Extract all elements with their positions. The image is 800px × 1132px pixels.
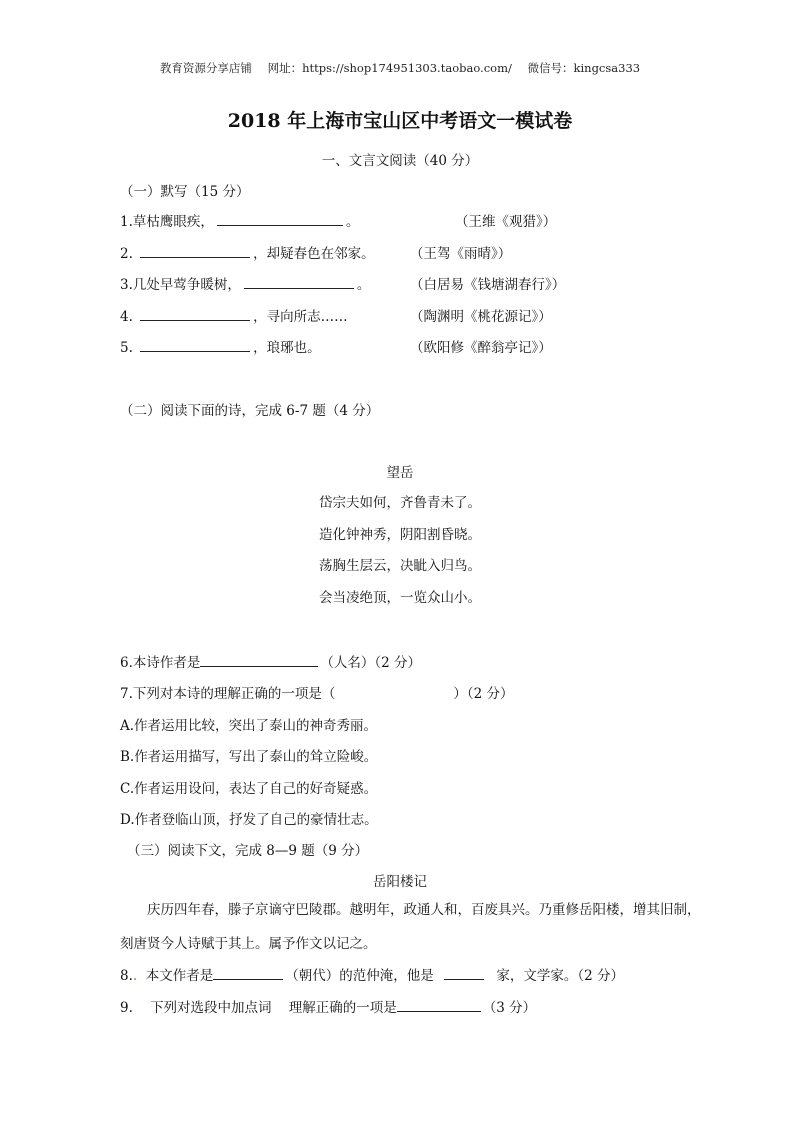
poem-line: 荡胸生层云，决眦入归鸟。: [319, 558, 481, 574]
answer-blank[interactable]: [217, 211, 343, 226]
option-b: B.作者运用描写，写出了泰山的耸立险峻。: [120, 749, 378, 765]
answer-blank[interactable]: [444, 965, 484, 980]
answer-blank[interactable]: [397, 997, 481, 1012]
question-8: 8.. 本文作者是 （朝代）的范仲淹，他是 家，文学家。（2 分）: [120, 964, 624, 984]
section-heading: 一、文言文阅读（40 分）: [321, 153, 479, 169]
dictation-source-4: （陶渊明《桃花源记》）: [410, 309, 552, 325]
shop-name: 教育资源分享店铺: [159, 61, 252, 75]
answer-blank[interactable]: [200, 652, 318, 667]
dictation-source-1: （王维《观猎》）: [455, 214, 557, 230]
dictation-item-2: 2. ，却疑春色在邻家。: [120, 242, 375, 262]
option-a: A.作者运用比较，突出了泰山的神奇秀丽。: [120, 718, 378, 734]
passage-text: 庆历四年春，滕子京谪守巴陵郡。越明年，政通人和，百废具兴。乃重修岳阳楼，增其旧制，刻唐贤今人诗赋于其上。属予作文以记之。: [120, 902, 701, 952]
poem-line: 造化钟神秀，阴阳割昏晓。: [319, 527, 481, 543]
shop-url: 网址：https://shop174951303.taobao.com/: [267, 61, 512, 75]
answer-blank[interactable]: [244, 274, 354, 289]
poem-line: 岱宗夫如何，齐鲁青未了。: [319, 495, 481, 511]
dictation-item-1: 1.草枯鹰眼疾， 。: [120, 210, 359, 230]
wechat-id: 微信号：kingcsa333: [527, 61, 641, 75]
option-c: C.作者运用设问，表达了自己的好奇疑惑。: [120, 781, 378, 797]
page-header: [0, 60, 800, 76]
option-d: D.作者登临山顶，抒发了自己的豪情壮志。: [120, 812, 378, 828]
poem-line: 会当凌绝顶，一览众山小。: [319, 590, 481, 606]
question-7: 7.下列对本诗的理解正确的一项是（ ）（2 分）: [120, 686, 514, 702]
question-9: 9. 下列对选段中加点词 理解正确的一项是 （3 分）: [120, 996, 536, 1016]
answer-blank[interactable]: [140, 243, 250, 258]
question-6: 6.本诗作者是 （人名）（2 分）: [120, 651, 421, 671]
dictation-source-3: （白居易《钱塘湖春行》）: [410, 277, 566, 293]
part1-heading: （一）默写（15 分）: [120, 184, 250, 200]
answer-blank[interactable]: [140, 337, 250, 352]
dictation-item-4: 4. ，寻向所志……: [120, 305, 348, 325]
dictation-source-5: （欧阳修《醉翁亭记》）: [410, 340, 552, 356]
part2-heading: （二）阅读下面的诗，完成 6-7 题（4 分）: [120, 403, 380, 419]
text-title: 岳阳楼记: [373, 874, 427, 890]
part3-heading: （三）阅读下文，完成 8—9 题（9 分）: [127, 843, 369, 859]
dictation-item-3: 3.几处早莺争暖树， 。: [120, 273, 370, 293]
answer-blank[interactable]: [213, 965, 283, 980]
dictation-item-5: 5. ，琅琊也。: [120, 336, 321, 356]
dictation-source-2: （王驾《雨晴》）: [410, 246, 512, 262]
answer-blank[interactable]: [140, 306, 250, 321]
poem-title: 望岳: [386, 465, 414, 481]
exam-title: 2018 年上海市宝山区中考语文一模试卷: [227, 110, 573, 132]
